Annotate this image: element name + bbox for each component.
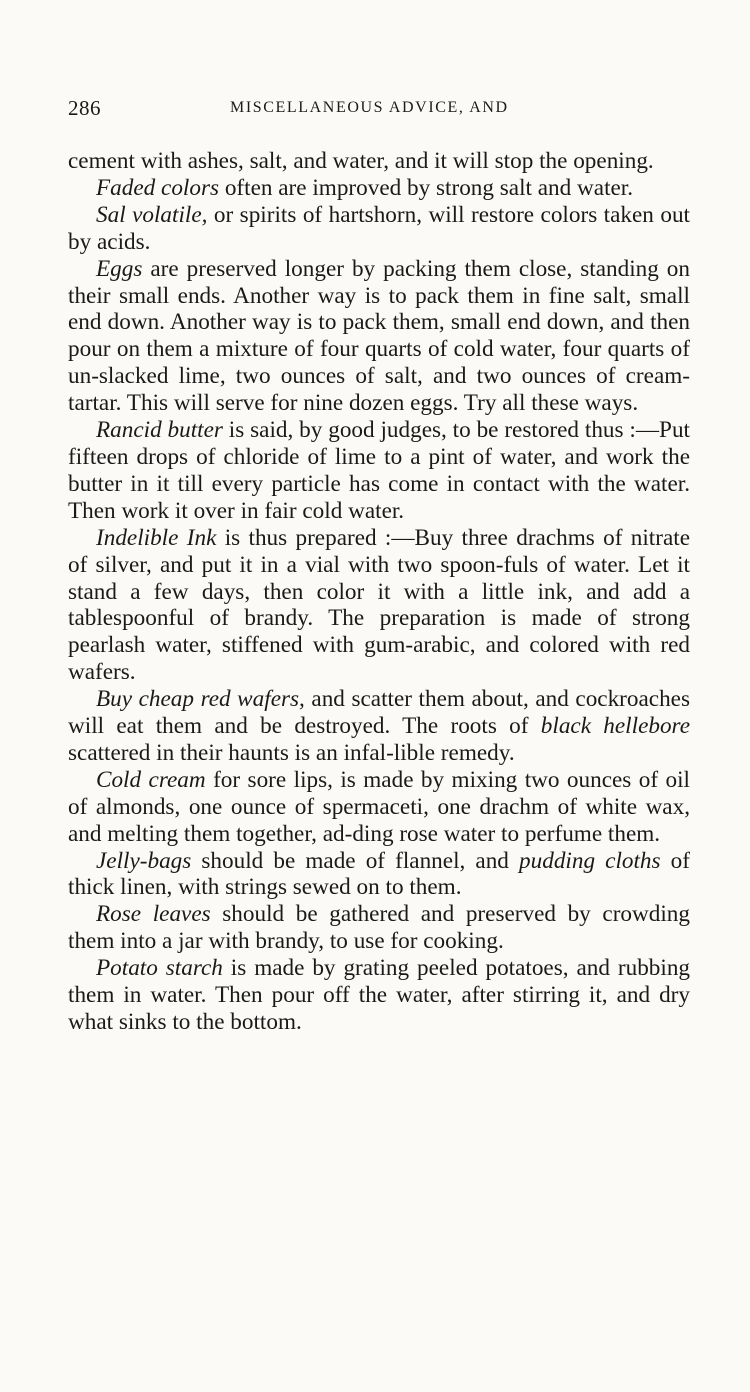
paragraph [68, 686, 690, 767]
paragraph [68, 202, 690, 256]
paragraph [68, 767, 690, 848]
paragraph-text: of thick linen, with strings sewed on to them. [68, 847, 690, 901]
paragraph-lead: Potato starch [96, 955, 223, 982]
paragraph-text: should be made of flannel, and [191, 847, 520, 874]
page-header [68, 96, 690, 122]
paragraph [68, 848, 690, 902]
paragraph-lead: Jelly-bags [96, 847, 192, 874]
paragraph-text: is thus prepared :—Buy three drachms of nitrate of silver, and put it in a vial with two spoon-fuls of water. Let it stand a few days, then color it with a little ink, and add a tablespoonful of brandy. The preparation is made of strong pearlash water, stiffened with gum-arabic, and colored with red wafers. [68, 524, 690, 686]
paragraph [68, 901, 690, 955]
paragraph-text: should be gathered and preserved by crowding them into a jar with brandy, to use for cooking. [68, 901, 690, 955]
paragraph-lead: Rose leaves [96, 901, 211, 928]
paragraph-text: cement with ashes, salt, and water, and it will stop the opening. [68, 148, 654, 174]
paragraph-emphasis: pudding cloths [519, 847, 661, 874]
paragraph-lead: Sal volatile, [96, 201, 208, 228]
paragraph-lead: Eggs [96, 255, 143, 282]
paragraph-text: is said, by good judges, to be restored thus :—Put fifteen drops of chloride of lime to a pint of water, and work the butter in it till every particle has come in contact with the water. Then work it over in fair cold water. [68, 417, 690, 524]
paragraph-emphasis: black hellebore [540, 713, 690, 740]
paragraph-lead: Cold cream [96, 766, 206, 793]
paragraph [68, 256, 690, 417]
paragraph [68, 525, 690, 686]
paragraph-text: or spirits of hartshorn, will restore colors taken out by acids. [68, 201, 690, 255]
paragraph-text: is made by grating peeled potatoes, and rubbing them in water. Then pour off the water, after stirring it, and dry what sinks to the bottom. [68, 955, 691, 1035]
paragraph-lead: Buy cheap red wafers, [96, 686, 305, 713]
paragraph [68, 417, 690, 525]
paragraph [68, 175, 690, 202]
paragraph-lead: Rancid butter [96, 417, 223, 444]
paragraph-text: are preserved longer by packing them close, standing on their small ends. Another way is to pack them in fine salt, small end down. Another way is to pack them, small end down, and then pour on them a mixture of four quarts of cold water, four quarts of un-slacked lime, two ounces of salt, and two ounces of cream-tartar. This will serve for nine dozen eggs. Try all these ways. [68, 255, 690, 417]
paragraph-text: and scatter them about, and cockroaches will eat them and be destroyed. The roots of [68, 686, 690, 740]
paragraph-lead: Indelible Ink [96, 524, 217, 551]
paragraph-text: for sore lips, is made by mixing two ounces of oil of almonds, one ounce of spermaceti, one drachm of white wax, and melting them together, ad-ding rose water to perfume them. [68, 766, 690, 847]
running-head: MISCELLANEOUS ADVICE, AND [230, 99, 509, 116]
paragraph-text: often are improved by strong salt and water. [219, 174, 634, 201]
paragraph [68, 955, 690, 1036]
paragraph-text: scattered in their haunts is an infal-lible remedy. [68, 739, 515, 766]
paragraph [68, 148, 690, 175]
paragraph-lead: Faded colors [96, 174, 220, 201]
body-text [68, 148, 690, 1036]
page-number: 286 [68, 96, 101, 120]
